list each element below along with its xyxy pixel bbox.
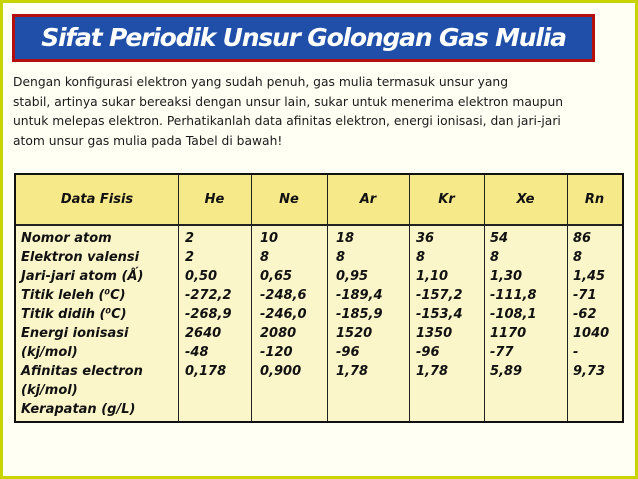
column-divider: [178, 175, 179, 421]
table-cell: 36: [416, 231, 435, 246]
table-cell: 0,50: [185, 269, 218, 284]
table-cell: 0,178: [185, 364, 227, 379]
table-cell: 0,900: [260, 364, 302, 379]
table-cell: 1,78: [416, 364, 449, 379]
table-cell: 9,73: [573, 364, 606, 379]
kr-column: [416, 229, 463, 381]
table-cell: 54: [490, 231, 509, 246]
header-data-fisis: Data Fisis: [60, 192, 134, 207]
table-cell: 1,78: [336, 364, 369, 379]
header-kr: Kr: [438, 192, 455, 207]
slide-title: Sifat Periodik Unsur Golongan Gas Mulia: [12, 14, 595, 62]
property-label: (kj/mol): [21, 383, 78, 398]
table-cell: 1170: [490, 326, 527, 341]
table-cell: -246,0: [260, 307, 307, 322]
table-cell: 2080: [260, 326, 297, 341]
table-cell: 1520: [336, 326, 373, 341]
property-label: Kerapatan (g/L): [21, 402, 136, 417]
table-cell: -120: [260, 345, 293, 360]
property-label: Energi ionisasi: [21, 326, 129, 341]
table-cell: 5,89: [490, 364, 523, 379]
he-column: [185, 229, 232, 381]
table-cell: 1,45: [573, 269, 606, 284]
rn-column: [573, 229, 609, 381]
property-label: Titik leleh (⁰C): [21, 288, 126, 303]
table-cell: 10: [260, 231, 279, 246]
table-cell: -248,6: [260, 288, 307, 303]
header-rn: Rn: [584, 192, 605, 207]
table-cell: -96: [416, 345, 440, 360]
header-he: He: [204, 192, 225, 207]
table-cell: 1,10: [416, 269, 449, 284]
table-cell: -62: [573, 307, 597, 322]
ar-column: [336, 229, 383, 381]
property-label: Nomor atom: [21, 231, 112, 246]
ne-column: [260, 229, 307, 381]
table-cell: 2: [185, 231, 195, 246]
table-cell: 8: [336, 250, 346, 265]
property-label: (kj/mol): [21, 345, 78, 360]
column-divider: [409, 175, 410, 421]
table-cell: -96: [336, 345, 360, 360]
data-table: [14, 173, 624, 423]
column-divider: [251, 175, 252, 421]
table-cell: 0,95: [336, 269, 369, 284]
table-cell: -272,2: [185, 288, 232, 303]
column-divider: [567, 175, 568, 421]
table-cell: 18: [336, 231, 355, 246]
property-label: Jari-jari atom (Ǻ): [21, 269, 144, 284]
table-cell: 1350: [416, 326, 453, 341]
intro-line: Dengan konfigurasi elektron yang sudah penuh, gas mulia termasuk unsur yang: [13, 75, 509, 89]
table-cell: 8: [490, 250, 500, 265]
intro-line: untuk melepas elektron. Perhatikanlah data afinitas elektron, energi ionisasi, dan jari-jari: [13, 114, 561, 129]
table-cell: 1040: [573, 326, 610, 341]
table-cell: -111,8: [490, 288, 537, 303]
table-cell: 1,30: [490, 269, 523, 284]
table-cell: -268,9: [185, 307, 232, 322]
intro-line: atom unsur gas mulia pada Tabel di bawah!: [13, 133, 283, 148]
property-label: Titik didih (⁰C): [21, 307, 127, 322]
property-column: [21, 229, 143, 419]
table-cell: -77: [490, 345, 514, 360]
table-cell: -48: [185, 345, 209, 360]
table-cell: 0,65: [260, 269, 293, 284]
intro-paragraph: [13, 73, 613, 151]
table-cell: 86: [573, 231, 592, 246]
table-cell: -71: [573, 288, 597, 303]
table-cell: -: [573, 345, 579, 360]
header-ne: Ne: [279, 192, 299, 207]
table-cell: 8: [260, 250, 270, 265]
table-cell: 2640: [185, 326, 222, 341]
table-cell: -189,4: [336, 288, 383, 303]
table-header-row: [16, 175, 622, 226]
table-cell: -153,4: [416, 307, 463, 322]
column-divider: [327, 175, 328, 421]
table-cell: 8: [416, 250, 426, 265]
property-label: Elektron valensi: [21, 250, 140, 265]
xe-column: [490, 229, 537, 381]
column-divider: [484, 175, 485, 421]
table-cell: -108,1: [490, 307, 537, 322]
header-ar: Ar: [359, 192, 377, 207]
table-cell: -185,9: [336, 307, 383, 322]
table-cell: -157,2: [416, 288, 463, 303]
header-xe: Xe: [516, 192, 535, 207]
table-cell: 8: [573, 250, 583, 265]
property-label: Afinitas electron: [21, 364, 143, 379]
table-cell: 2: [185, 250, 195, 265]
intro-line: stabil, artinya sukar bereaksi dengan unsur lain, sukar untuk menerima elektron maupun: [13, 94, 564, 109]
